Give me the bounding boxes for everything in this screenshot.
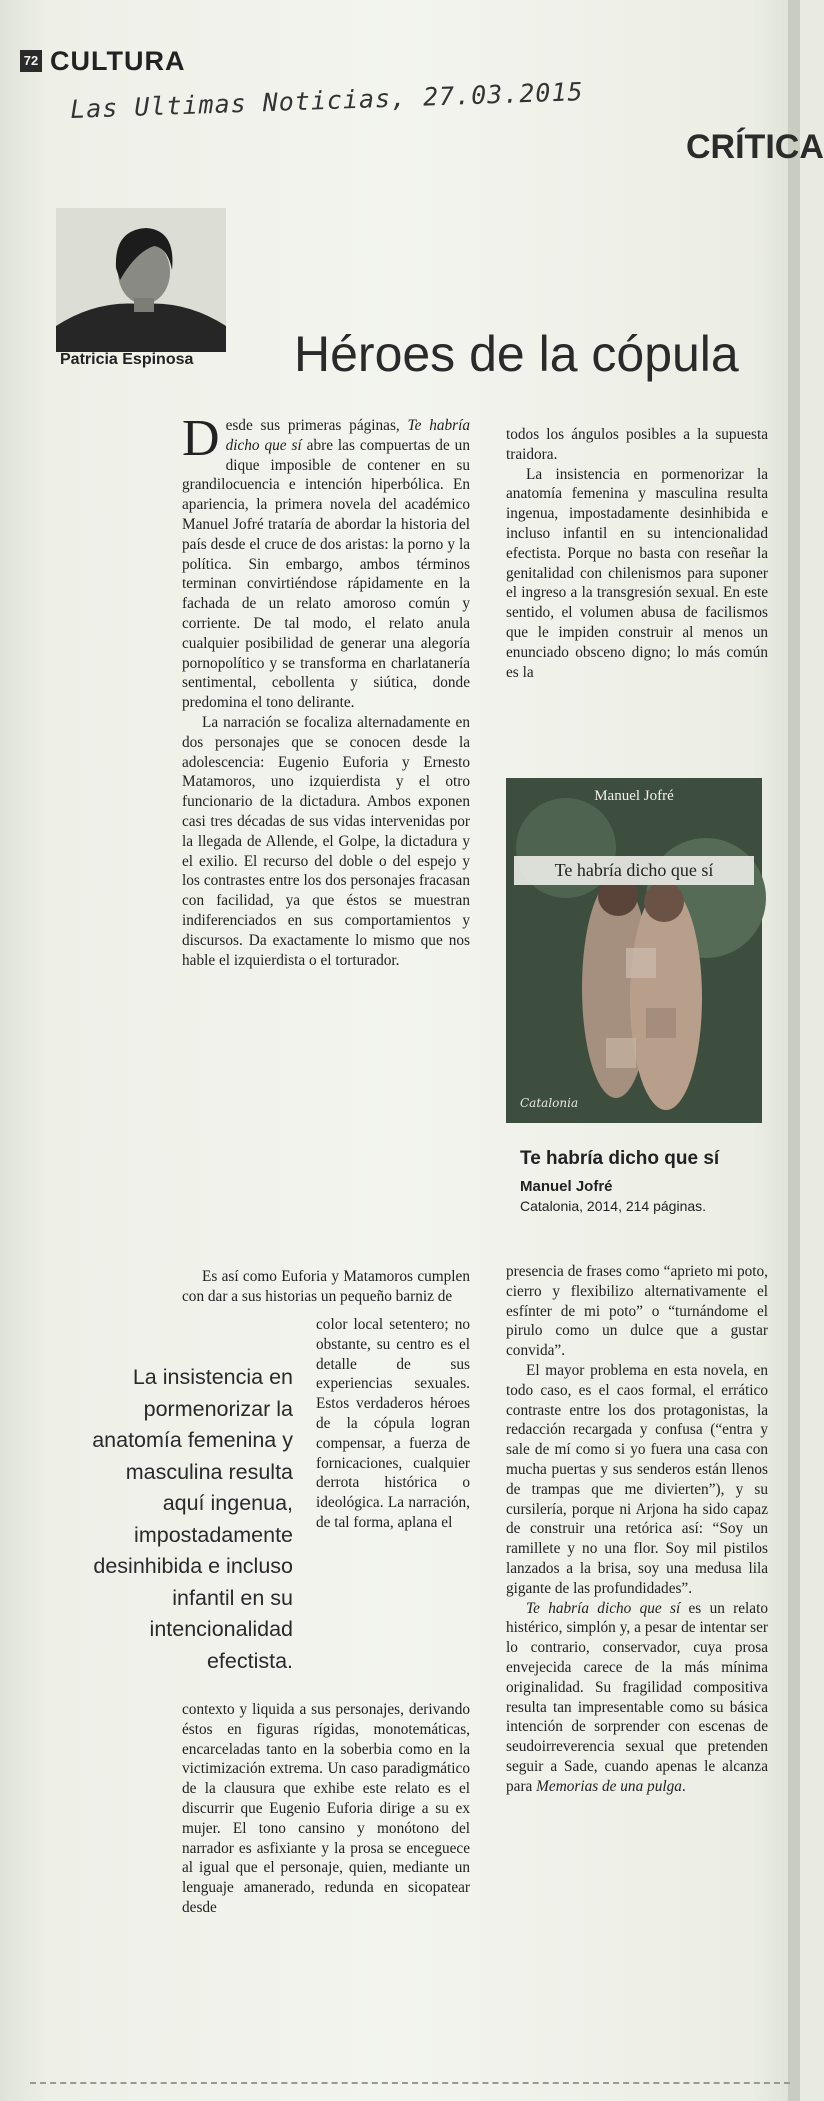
author-portrait-icon [56, 208, 226, 352]
col2-paragraph-2: La insistencia en pormenorizar la anatomía femenina y masculina resulta ingenua, impostadamente desinhibida e incluso infantil en su intencionalidad efectista. Porque no basta con reseñar la genitalidad con chilenismos para suponer el ingreso a la transgresión sexual. En este sentido, el volumen abusa de facilismos que le impiden construir al menos un enunciado obsceno digno; lo más común es la [506, 465, 768, 681]
article-column-1 [182, 410, 470, 970]
paragraph-2: La narración se focaliza alternadamente en dos personajes que se conocen desde la adolescencia: Eugenio Euforia y Ernesto Matamoros, uno izquierdista y el otro funcionario de la dictadura. Ambos exponen casi tres décadas de sus vidas intervenidas por la llegada de Allende, el Golpe, la dictadura y el exilio. El recurso del doble o del espejo y los contrastes entre los dos personajes fracasan con facilidad, ya que éstos se muestran indiferenciados en sus comportamientos y discursos. Da exactamente lo mismo que nos hable el izquierdista o el torturador. [182, 713, 470, 969]
book-cover-image [506, 778, 762, 1123]
article-column-2-continued [506, 1262, 768, 1797]
inline-referenced-title: Memorias de una pulga [536, 1777, 682, 1795]
paragraph-3-start: Es así como Euforia y Matamoros cumplen con dar a sus historias un pequeño barniz de [182, 1268, 470, 1305]
cover-publisher-logo: Catalonia [520, 1096, 579, 1110]
article-column-1-end [182, 1700, 470, 1918]
col2-paragraph-1: todos los ángulos posibles a la supuesta traidora. [506, 426, 768, 463]
inline-book-title: Te habría dicho que sí [225, 417, 470, 454]
author-byline: Patricia Espinosa [60, 351, 194, 368]
section-number-badge: 72 [20, 50, 42, 72]
col2-paragraph-5-text: es un relato histérico, simplón y, a pesar de intentar ser lo contrario, conservador, cuya prosa envejecida carece de la más mínima originalidad. Su fragilidad compositiva resulta tan impresentable como su básica intención de sorprender con escenas de seudoirreverencia sexual que pretenden seguir a Sade, cuando apenas le alcanza para [506, 1599, 768, 1795]
category-label: CRÍTICA [686, 128, 824, 166]
book-author: Manuel Jofré [520, 1178, 613, 1195]
article-column-1-continued [182, 1267, 470, 1307]
col2-paragraph-3: presencia de frases como “aprieto mi poto, cierro y flexibilizo alternativamente el esfínter de mi poto” o “turnándome el pirulo como un dulce que a gustar convida”. [506, 1263, 768, 1360]
drop-cap: D [182, 410, 220, 467]
author-photo [56, 208, 226, 352]
article-column-2 [506, 425, 768, 682]
col2-paragraph-5 [506, 1599, 768, 1797]
article-narrow-column [316, 1315, 470, 1533]
handwritten-source-note: Las Ultimas Noticias, 27.03.2015 [69, 77, 584, 124]
col2-paragraph-4: El mayor problema en esta novela, en todo caso, es el caos formal, el errático contraste entre los dos protagonistas, la redacción recargada y confusa (“entra y sale de mí como si yo fuera una casa con mucha puertas y sus senderos están llenos de trampas que me divierten”), y su cursilería, porque ni Arjona ha sido capaz de construir una retórica así: “Soy un ramillete y no una flor. Soy mil pistilos lanzados a la brisa, soy una medusa lila gigante de las profundidades”. [506, 1361, 768, 1597]
paragraph-1-text-a: esde sus primeras páginas, [225, 417, 408, 434]
cover-figures-icon [506, 778, 762, 1123]
page-edge-shadow [788, 0, 800, 2101]
book-title: Te habría dicho que sí [520, 1148, 720, 1169]
paragraph-3-narrow: color local setentero; no obstante, su centro es el detalle de sus experiencias sexuales. Estos verdaderos héroes de la cópula logran compensar, a fuerza de fornicaciones, cualquier derrota histórica o ideológica. La narración, de tal forma, aplana el [316, 1316, 470, 1531]
cover-author-name: Manuel Jofré [594, 788, 674, 804]
pull-quote: La insistencia en pormenorizar la anatomía femenina y masculina resulta aquí ingenua, impostadamente desinhibida e incluso infantil en su intencionalidad efectista. [92, 1365, 293, 1673]
clipping-cut-line [30, 2082, 790, 2084]
paragraph-1-text-b: abre las compuertas de un dique imposible de contener en su grandilocuencia e intención hiperbólica. En apariencia, la primera novela del académico Manuel Jofré trataría de abordar la historia del país desde el cruce de dos aristas: la porno y la política. Sin embargo, ambos términos terminan convirtiéndose rápidamente en la fachada de un relato amoroso común y corriente. De tal modo, el relato anula cualquier posibilidad de generar una alegoría pornopolítico y se transforma en charlatanería sentimental, cebollenta y siútica, donde predomina el tono delirante. [182, 436, 470, 712]
inline-book-title-2: Te habría dicho que sí [526, 1599, 681, 1617]
paragraph-3-end: contexto y liquida a sus personajes, derivando éstos en figuras rígidas, monotemáticas, encarceladas tanto en la soberbia como en la victimización extrema. Un caso paradigmático de la clausura que exhibe este relato es el discurrir que Eugenio Euforia dirige a su ex mujer. El tono cansino y monótono del narrador es asfixiante y la prosa se enceguece al igual que el personaje, quien, mediante un lenguaje amanerado, redunda en sicopatear desde [182, 1701, 470, 1916]
paragraph-1 [182, 410, 470, 713]
col2-paragraph-5-end: . [681, 1777, 686, 1795]
article-headline: Héroes de la cópula [294, 326, 739, 382]
cover-title: Te habría dicho que sí [514, 856, 754, 885]
book-publisher-info: Catalonia, 2014, 214 páginas. [520, 1198, 707, 1214]
section-label: CULTURA [50, 46, 186, 76]
